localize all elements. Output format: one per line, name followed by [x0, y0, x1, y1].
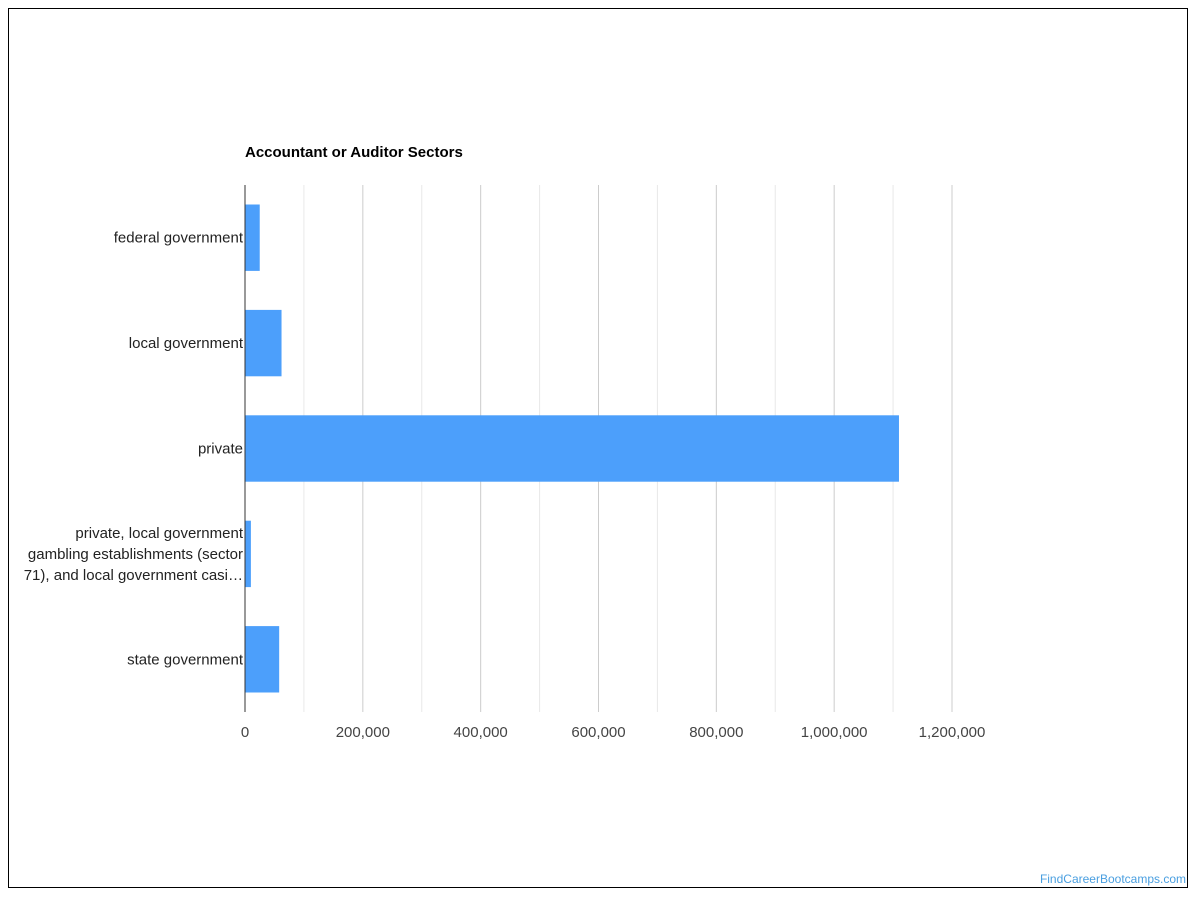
- bars: [245, 204, 899, 692]
- x-tick-label: 1,200,000: [918, 724, 986, 741]
- category-labels: [24, 230, 244, 669]
- bar[interactable]: [245, 626, 279, 692]
- category-label: state government: [127, 651, 243, 669]
- chart-title: Accountant or Auditor Sectors: [245, 144, 463, 161]
- category-label: private, local government: [75, 524, 243, 542]
- watermark-link[interactable]: FindCareerBootcamps.com: [1039, 872, 1186, 886]
- bar[interactable]: [245, 521, 251, 587]
- x-tick-label: 1,000,000: [800, 724, 868, 741]
- bar[interactable]: [245, 310, 282, 376]
- bar[interactable]: [245, 204, 260, 270]
- x-tick-label: 0: [240, 724, 250, 741]
- bar[interactable]: [245, 415, 899, 481]
- category-label: 71), and local government casi…: [23, 566, 243, 584]
- category-label: federal government: [113, 229, 243, 247]
- x-tick-labels: [241, 724, 986, 741]
- category-label: gambling establishments (sector: [27, 545, 243, 563]
- x-tick-label: 800,000: [689, 724, 744, 741]
- category-label: private: [197, 440, 243, 458]
- x-tick-label: 600,000: [571, 724, 626, 741]
- x-tick-label: 200,000: [335, 724, 390, 741]
- x-tick-label: 400,000: [453, 724, 508, 741]
- category-label: local government: [128, 335, 243, 353]
